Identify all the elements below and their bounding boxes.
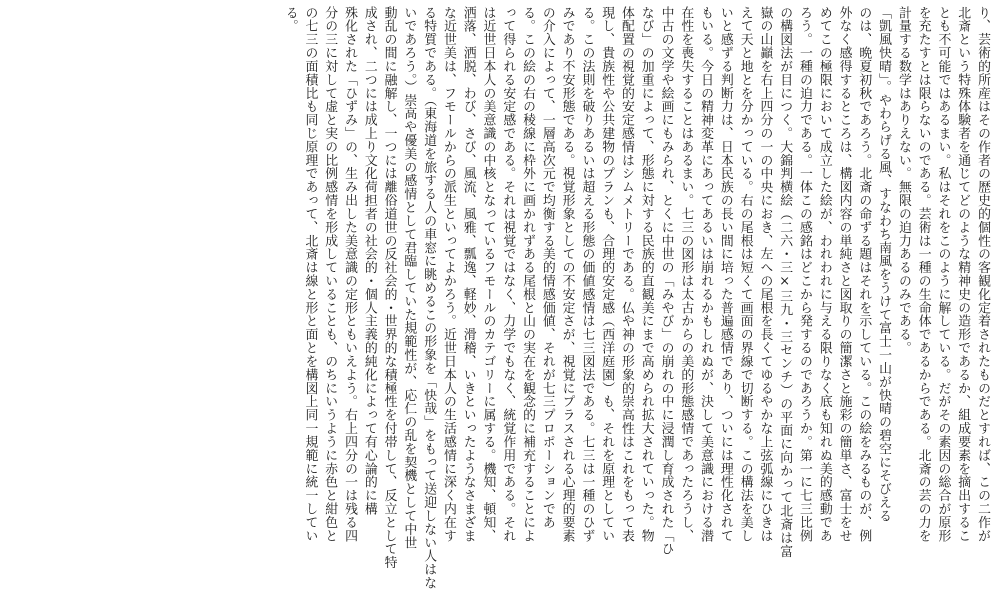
text-column: 体配置の視覚的安定感情はシムメトリーである。仏や神の形象的崇高性はこれをもって表 [618, 6, 634, 543]
text-column: る。この絵の右の稜線に枠外に画かれずある尾根と山の実在を観念的に補充することによ [520, 6, 536, 543]
text-column: とも不可能ではあるまい。私はそれをこのように解している。だがその素因の総合が原形 [935, 6, 951, 543]
text-column: な近世美は、フモールからの派生といってよかろう。近世日本人の生活感情に深く内在す [440, 6, 456, 543]
text-column: 北斎という特殊体験者を通じてどのような精神史の造形であるか、組成要素を摘出するこ [955, 6, 971, 543]
text-column: る。この法則を破りあるいは超える形態の価値感情は七三図法である。七三は一種のひず [579, 6, 595, 543]
text-column: 洒落、洒脱、わび、さび、風流、風雅、瓢逸、軽妙、滑稽、いきといったようなさまざま [460, 6, 476, 543]
text-column: 中古の文学や絵画にもみられ、とくに中世の「みやび」の崩れの中に浸潤し育成された「ひ [658, 6, 674, 556]
text-column: もいる。今日の精神変革にあってあるいは崩れるかもしれぬが、決して美意識における潜 [698, 6, 714, 543]
text-column: を充たすとは限らないのである。芸術は一種の生命体であるからである。北斎の芸の力を [915, 6, 931, 543]
text-column: 在性を喪失することはあるまい。七三の図形は太古からの美的形態感情であったろうし、 [678, 6, 694, 543]
text-column: の構図法が目につく。大錦判横絵（二六・三×三九・三センチ）の平面に向かって北斎は富 [777, 6, 793, 558]
text-column: めてこの極限において成立した絵が、われわれに与える限りなく底も知れぬ美的感動であ [816, 6, 832, 543]
text-column: 現し、貴族性や公共建物のプランも、合理的安定感（西洋庭園）も、それを原理としてい [599, 6, 615, 543]
text-column: 計量する数学はありえない。無限の迫力あるのみである。 [895, 6, 911, 355]
text-column: 外なく感得するところは、構図内容の単純さと図取りの簡潔さと施彩の簡単さ、富士をせ [836, 6, 852, 543]
text-column: なび」の加重によって、形態に対する民族的直観美にまで高められ拡大されていった。物 [638, 6, 654, 543]
text-column: えて天と地とを分かっている。右の尾根は短くて画面の界線で切断する。この構法を美し [737, 6, 753, 543]
text-column: る。 [282, 6, 298, 33]
text-column: り、芸術的所産はその作者の歴史的個性の客観化定着されたものだとすれば、この二作が [975, 6, 990, 543]
text-column: みであり不安形態である。視覚形象としての不安定さが、視覚にプラスされる心理的要素 [559, 6, 575, 543]
text-column: いであろう。）崇高や優美の感情として君臨していた規範性が、応仁の乱を契機として中世 [401, 6, 417, 550]
text-column: って得られる安定感である。それは視覚ではなく、力学でもなく、統覚作用である。それ [500, 6, 516, 543]
text-column: の七三の面積比も同じ原理であって、北斎は線と形と面とを構図上同一規範に統一してい [302, 6, 318, 543]
text-column: のは、晩夏初秋であろう。北斎の命ずる題はそれを示している。この絵をみるものが、例 [856, 6, 872, 543]
text-column: 成され、二つには成上り文化荷担者の社会的・個人主義的純化によって有心論的に構 [361, 6, 377, 516]
vertical-text-body [280, 6, 992, 594]
text-column: いと感ずる判断力は、日本民族の長い間に培った普遍感情であり、ついには理性化されて [717, 6, 733, 543]
text-column: は近世日本人の美意識の中核となっているフモールのカテゴリーに属する。機知、頓知、 [480, 6, 496, 543]
text-column: る特質である。（東海道を旅する人の車窓に眺めるこの形象を「快哉」をもって送迎しない人はな [421, 6, 437, 590]
text-column: 殊化された「ひずみ」の、生み出した美意識の定形ともいえよう。右上四分の一は残る四 [342, 6, 357, 543]
text-column: 分の三に対して虚と実の比例感情を形成していることも、のちにいうように赤色と紺色と [322, 6, 338, 543]
text-column: ろう。一種の迫力である。一体この感銘はどこから発するのであろうか。第一に七三比例 [796, 6, 812, 543]
text-column: 嶽の山巓を右上四分の一の中央におき、左への尾根を長くてゆるやかな上弦弧線にひきは [757, 6, 773, 543]
text-column: 「凱風快晴」。やわらげる風、すなわち南風をうけて富士一山が快晴の碧空にそびえる [876, 6, 892, 523]
text-column: の介入によって、一層高次元で均衡する美的情感価値、それが七三プロポーションであ [539, 6, 555, 529]
text-column: 動乱の間に融解し、一つには離俗道世の反社会的・世界的な積極性を付帯して、反立として特 [381, 6, 397, 570]
